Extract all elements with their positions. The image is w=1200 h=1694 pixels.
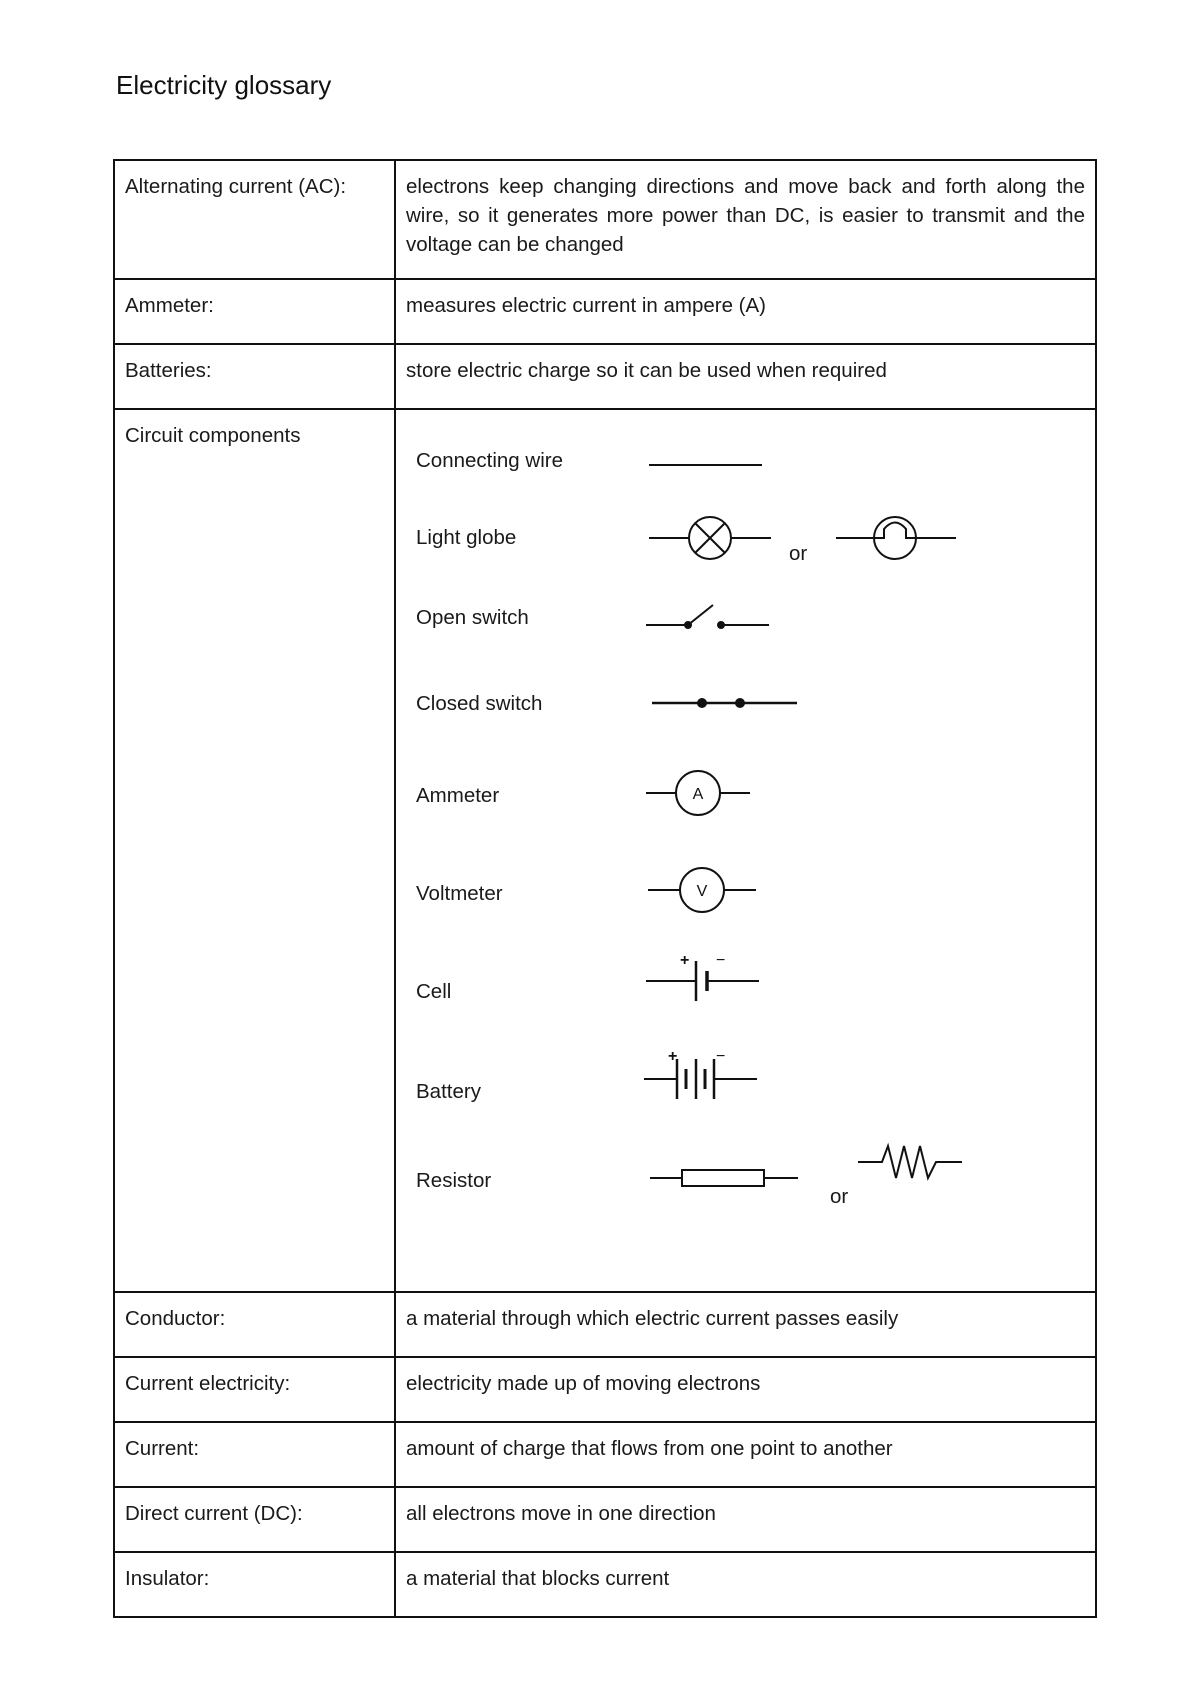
light-globe-filament-symbol — [836, 513, 961, 563]
wire-symbol — [649, 460, 769, 470]
resistor-zigzag-symbol — [858, 1142, 968, 1186]
definition-cell: amount of charge that flows from one point to another — [395, 1422, 1096, 1487]
table-row — [114, 279, 1096, 344]
cell-symbol — [646, 949, 766, 1005]
battery-symbol — [644, 1045, 764, 1105]
component-row-light-globe — [406, 523, 1085, 583]
page-title: Electricity glossary — [116, 70, 332, 100]
closed-switch-symbol — [652, 695, 802, 711]
definition-cell: measures electric current in ampere (A) — [395, 279, 1096, 344]
ammeter-symbol — [646, 769, 761, 819]
open-switch-symbol — [646, 595, 776, 635]
table-row — [114, 1487, 1096, 1552]
component-row-open-switch — [406, 603, 1085, 663]
component-row-cell — [406, 952, 1085, 1037]
minus-sign: − — [716, 1048, 726, 1065]
definition-cell: electricity made up of moving electrons — [395, 1357, 1096, 1422]
term-cell: Current: — [114, 1422, 395, 1487]
component-list — [406, 421, 1085, 1281]
component-label: Light globe — [416, 526, 517, 549]
table-row — [114, 1357, 1096, 1422]
table-row — [114, 344, 1096, 409]
term-cell: Circuit components — [114, 409, 395, 1292]
component-label: Voltmeter — [416, 882, 503, 905]
table-row — [114, 1292, 1096, 1357]
table-row — [114, 1552, 1096, 1617]
term-cell: Conductor: — [114, 1292, 395, 1357]
table-row — [114, 160, 1096, 279]
component-label: Connecting wire — [416, 449, 563, 472]
table-row — [114, 1422, 1096, 1487]
plus-sign: + — [680, 952, 690, 969]
component-label: Open switch — [416, 606, 529, 629]
term-cell: Current electricity: — [114, 1357, 395, 1422]
term-cell: Batteries: — [114, 344, 395, 409]
component-label: Battery — [416, 1080, 481, 1103]
component-label: Cell — [416, 980, 452, 1003]
definition-cell: a material through which electric current passes easily — [395, 1292, 1096, 1357]
definition-cell: store electric charge so it can be used when required — [395, 344, 1096, 409]
ammeter-letter: A — [692, 786, 704, 803]
definition-cell: electrons keep changing directions and move back and forth along the wire, so it generates more power than DC, is easier to transmit and the voltage can be changed — [395, 160, 1096, 279]
term-cell: Insulator: — [114, 1552, 395, 1617]
glossary-table — [113, 159, 1097, 1618]
components-cell — [395, 409, 1096, 1292]
term-cell: Alternating current (AC): — [114, 160, 395, 279]
or-label: or — [830, 1185, 849, 1208]
minus-sign: − — [716, 952, 726, 969]
voltmeter-symbol — [648, 866, 763, 916]
component-label: Ammeter — [416, 784, 500, 807]
component-row-ammeter — [406, 781, 1085, 841]
light-globe-symbol — [649, 513, 774, 563]
plus-sign: + — [668, 1048, 678, 1065]
voltmeter-letter: V — [696, 883, 708, 900]
component-row-resistor — [406, 1166, 1085, 1226]
term-cell: Ammeter: — [114, 279, 395, 344]
component-label: Closed switch — [416, 692, 543, 715]
definition-cell: all electrons move in one direction — [395, 1487, 1096, 1552]
term-cell: Direct current (DC): — [114, 1487, 395, 1552]
component-row-voltmeter — [406, 879, 1085, 939]
table-row-circuit-components — [114, 409, 1096, 1292]
component-row-battery — [406, 1048, 1085, 1137]
component-row-closed-switch — [406, 689, 1085, 749]
or-label: or — [789, 542, 808, 565]
definition-cell: a material that blocks current — [395, 1552, 1096, 1617]
component-row-connecting-wire — [406, 446, 1085, 506]
resistor-box-symbol — [650, 1166, 800, 1190]
component-label: Resistor — [416, 1169, 492, 1192]
